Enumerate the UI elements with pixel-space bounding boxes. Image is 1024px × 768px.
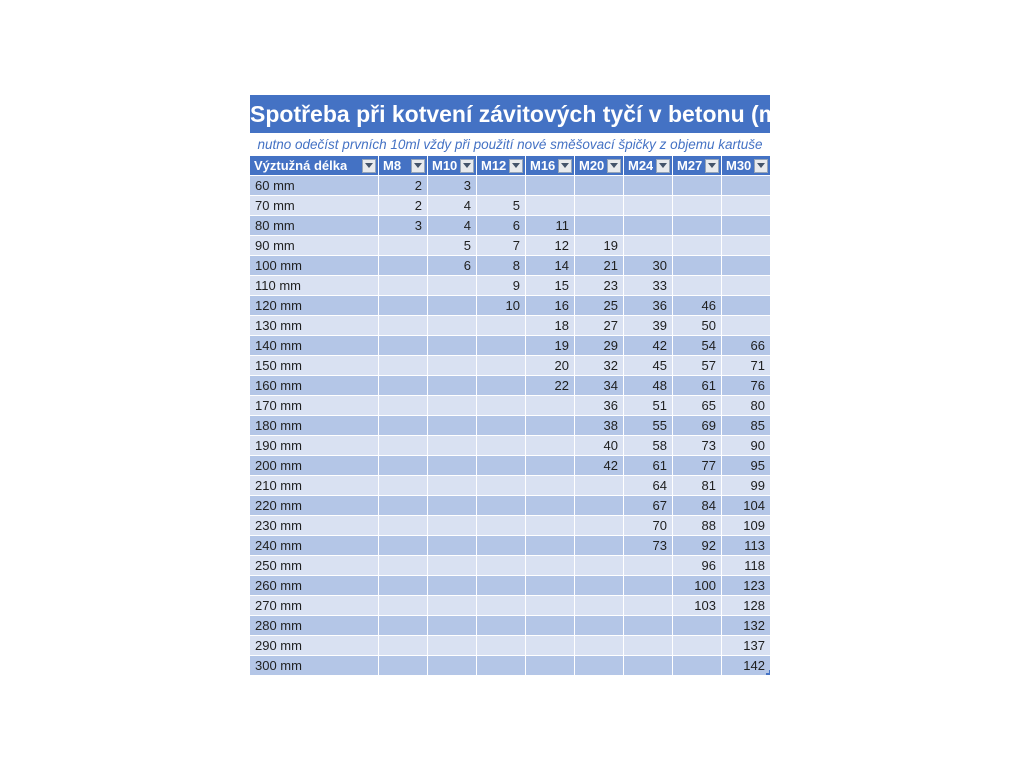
row-label-cell: 280 mm [250, 616, 378, 635]
value-cell [477, 596, 525, 615]
value-cell [526, 516, 574, 535]
value-cell: 123 [722, 576, 770, 595]
value-cell: 2 [379, 176, 427, 195]
value-cell [428, 616, 476, 635]
header-label: M27 [677, 158, 703, 173]
value-cell: 100 [673, 576, 721, 595]
header-cell-m8 [379, 156, 427, 175]
value-cell: 65 [673, 396, 721, 415]
chevron-down-icon [512, 163, 520, 168]
value-cell [575, 536, 623, 555]
value-cell [477, 356, 525, 375]
value-cell: 142 [722, 656, 770, 675]
value-cell [428, 636, 476, 655]
value-cell [575, 656, 623, 675]
value-cell: 19 [526, 336, 574, 355]
value-cell [575, 616, 623, 635]
value-cell [673, 176, 721, 195]
value-cell: 57 [673, 356, 721, 375]
value-cell [477, 536, 525, 555]
value-cell [477, 316, 525, 335]
value-cell [477, 496, 525, 515]
table-title: Spotřeba při kotvení závitových tyčí v betonu (ml) [250, 95, 770, 133]
value-cell [575, 556, 623, 575]
value-cell [624, 176, 672, 195]
value-cell [428, 296, 476, 315]
value-cell [526, 556, 574, 575]
value-cell [477, 616, 525, 635]
value-cell: 58 [624, 436, 672, 455]
value-cell [379, 376, 427, 395]
chevron-down-icon [414, 163, 422, 168]
value-cell [526, 596, 574, 615]
value-cell [477, 176, 525, 195]
value-cell: 39 [624, 316, 672, 335]
value-cell: 81 [673, 476, 721, 495]
header-cell-m24 [624, 156, 672, 175]
value-cell [575, 196, 623, 215]
value-cell [428, 356, 476, 375]
header-label: M8 [383, 158, 402, 173]
value-cell: 4 [428, 196, 476, 215]
value-cell [624, 196, 672, 215]
value-cell: 137 [722, 636, 770, 655]
row-label-cell: 150 mm [250, 356, 378, 375]
row-label-cell: 240 mm [250, 536, 378, 555]
value-cell [477, 516, 525, 535]
value-cell: 69 [673, 416, 721, 435]
value-cell [526, 396, 574, 415]
value-cell: 16 [526, 296, 574, 315]
value-cell [624, 616, 672, 635]
value-cell: 99 [722, 476, 770, 495]
value-cell [722, 176, 770, 195]
value-cell [477, 576, 525, 595]
value-cell [477, 436, 525, 455]
value-cell: 132 [722, 616, 770, 635]
row-label-cell: 100 mm [250, 256, 378, 275]
value-cell [379, 556, 427, 575]
value-cell: 42 [624, 336, 672, 355]
value-cell: 61 [624, 456, 672, 475]
value-cell [673, 256, 721, 275]
value-cell: 38 [575, 416, 623, 435]
filter-dropdown-button[interactable] [754, 159, 768, 173]
value-cell [526, 636, 574, 655]
value-cell [379, 316, 427, 335]
value-cell: 32 [575, 356, 623, 375]
filter-dropdown-button[interactable] [411, 159, 425, 173]
value-cell: 8 [477, 256, 525, 275]
value-cell: 36 [575, 396, 623, 415]
row-label-cell: 160 mm [250, 376, 378, 395]
value-cell [722, 236, 770, 255]
header-label: M24 [628, 158, 654, 173]
value-cell [428, 276, 476, 295]
value-cell: 18 [526, 316, 574, 335]
value-cell [722, 296, 770, 315]
value-cell: 25 [575, 296, 623, 315]
value-cell: 73 [624, 536, 672, 555]
chevron-down-icon [757, 163, 765, 168]
value-cell: 22 [526, 376, 574, 395]
value-cell: 5 [428, 236, 476, 255]
value-cell: 85 [722, 416, 770, 435]
header-cell-length [250, 156, 378, 175]
value-cell [428, 656, 476, 675]
value-cell [624, 216, 672, 235]
value-cell: 14 [526, 256, 574, 275]
value-cell: 61 [673, 376, 721, 395]
row-label-cell: 270 mm [250, 596, 378, 615]
value-cell [379, 636, 427, 655]
filter-dropdown-button[interactable] [656, 159, 670, 173]
value-cell: 5 [477, 196, 525, 215]
value-cell [526, 416, 574, 435]
value-cell: 70 [624, 516, 672, 535]
value-cell [722, 316, 770, 335]
value-cell [428, 416, 476, 435]
value-cell: 95 [722, 456, 770, 475]
row-label-cell: 250 mm [250, 556, 378, 575]
value-cell [526, 656, 574, 675]
row-label-cell: 90 mm [250, 236, 378, 255]
header-cell-m20 [575, 156, 623, 175]
value-cell [379, 236, 427, 255]
value-cell [722, 216, 770, 235]
value-cell [428, 516, 476, 535]
value-cell [428, 396, 476, 415]
value-cell [379, 336, 427, 355]
value-cell: 20 [526, 356, 574, 375]
value-cell [379, 616, 427, 635]
value-cell: 109 [722, 516, 770, 535]
value-cell [379, 476, 427, 495]
value-cell [624, 596, 672, 615]
value-cell [575, 516, 623, 535]
row-label-cell: 200 mm [250, 456, 378, 475]
value-cell [428, 576, 476, 595]
value-cell [428, 556, 476, 575]
value-cell [379, 516, 427, 535]
value-cell [673, 236, 721, 255]
value-cell: 128 [722, 596, 770, 615]
value-cell: 71 [722, 356, 770, 375]
chevron-down-icon [610, 163, 618, 168]
header-label: M20 [579, 158, 605, 173]
value-cell: 55 [624, 416, 672, 435]
table-subtitle: nutno odečíst prvních 10ml vždy při použití nové směšovací špičky z objemu kartuše [250, 133, 770, 156]
value-cell: 66 [722, 336, 770, 355]
value-cell: 76 [722, 376, 770, 395]
value-cell [722, 256, 770, 275]
value-cell [477, 476, 525, 495]
value-cell: 10 [477, 296, 525, 315]
value-cell [428, 456, 476, 475]
value-cell: 51 [624, 396, 672, 415]
value-cell: 21 [575, 256, 623, 275]
row-label-cell: 70 mm [250, 196, 378, 215]
row-label-cell: 170 mm [250, 396, 378, 415]
value-cell: 80 [722, 396, 770, 415]
value-cell [624, 556, 672, 575]
value-cell [379, 456, 427, 475]
value-cell [526, 576, 574, 595]
value-cell [575, 496, 623, 515]
value-cell [673, 196, 721, 215]
value-cell: 29 [575, 336, 623, 355]
value-cell [526, 496, 574, 515]
value-cell: 88 [673, 516, 721, 535]
value-cell: 67 [624, 496, 672, 515]
value-cell: 73 [673, 436, 721, 455]
row-label-cell: 220 mm [250, 496, 378, 515]
value-cell [379, 596, 427, 615]
value-cell: 90 [722, 436, 770, 455]
value-cell [673, 636, 721, 655]
value-cell [526, 196, 574, 215]
value-cell: 33 [624, 276, 672, 295]
chevron-down-icon [365, 163, 373, 168]
value-cell: 40 [575, 436, 623, 455]
value-cell: 84 [673, 496, 721, 515]
table-resize-handle[interactable] [766, 670, 770, 675]
value-cell: 104 [722, 496, 770, 515]
value-cell [428, 316, 476, 335]
row-label-cell: 140 mm [250, 336, 378, 355]
filter-dropdown-button[interactable] [362, 159, 376, 173]
filter-dropdown-button[interactable] [558, 159, 572, 173]
value-cell [624, 656, 672, 675]
spreadsheet-table [250, 95, 794, 675]
row-label-cell: 230 mm [250, 516, 378, 535]
value-cell: 9 [477, 276, 525, 295]
filter-dropdown-button[interactable] [705, 159, 719, 173]
value-cell: 6 [428, 256, 476, 275]
filter-dropdown-button[interactable] [460, 159, 474, 173]
header-cell-m10 [428, 156, 476, 175]
value-cell [428, 336, 476, 355]
value-cell [379, 436, 427, 455]
value-cell: 2 [379, 196, 427, 215]
value-cell [428, 376, 476, 395]
row-label-cell: 300 mm [250, 656, 378, 675]
value-cell: 118 [722, 556, 770, 575]
value-cell [379, 256, 427, 275]
value-cell: 30 [624, 256, 672, 275]
value-cell [624, 236, 672, 255]
value-cell [673, 276, 721, 295]
chevron-down-icon [463, 163, 471, 168]
value-cell [575, 636, 623, 655]
header-label: M10 [432, 158, 458, 173]
value-cell [379, 536, 427, 555]
value-cell: 77 [673, 456, 721, 475]
value-cell [428, 536, 476, 555]
value-cell: 36 [624, 296, 672, 315]
value-cell [379, 416, 427, 435]
value-cell: 113 [722, 536, 770, 555]
value-cell: 103 [673, 596, 721, 615]
chevron-down-icon [659, 163, 667, 168]
value-cell: 92 [673, 536, 721, 555]
value-cell [526, 616, 574, 635]
value-cell [624, 576, 672, 595]
value-cell [673, 216, 721, 235]
value-cell [379, 496, 427, 515]
value-cell: 15 [526, 276, 574, 295]
header-cell-m12 [477, 156, 525, 175]
row-label-cell: 80 mm [250, 216, 378, 235]
value-cell: 50 [673, 316, 721, 335]
value-cell [379, 656, 427, 675]
row-label-cell: 290 mm [250, 636, 378, 655]
value-cell: 11 [526, 216, 574, 235]
header-cell-m30 [722, 156, 770, 175]
header-cell-m27 [673, 156, 721, 175]
value-cell [428, 436, 476, 455]
value-cell: 54 [673, 336, 721, 355]
value-cell [379, 356, 427, 375]
value-cell [477, 656, 525, 675]
value-cell: 4 [428, 216, 476, 235]
value-cell [575, 216, 623, 235]
value-cell [477, 456, 525, 475]
value-cell [575, 176, 623, 195]
row-label-cell: 210 mm [250, 476, 378, 495]
value-cell [477, 416, 525, 435]
header-label: M16 [530, 158, 556, 173]
chevron-down-icon [561, 163, 569, 168]
value-cell [526, 536, 574, 555]
value-cell: 6 [477, 216, 525, 235]
value-cell [526, 436, 574, 455]
value-cell [526, 176, 574, 195]
value-cell: 12 [526, 236, 574, 255]
value-cell [477, 336, 525, 355]
value-cell: 27 [575, 316, 623, 335]
value-cell [575, 576, 623, 595]
value-cell: 3 [428, 176, 476, 195]
value-cell [575, 596, 623, 615]
header-cell-m16 [526, 156, 574, 175]
value-cell [477, 396, 525, 415]
value-cell [477, 556, 525, 575]
row-label-cell: 110 mm [250, 276, 378, 295]
value-cell [673, 656, 721, 675]
value-cell: 34 [575, 376, 623, 395]
row-label-cell: 260 mm [250, 576, 378, 595]
value-cell [477, 636, 525, 655]
row-label-cell: 180 mm [250, 416, 378, 435]
header-label: M12 [481, 158, 507, 173]
value-cell [379, 276, 427, 295]
value-cell: 96 [673, 556, 721, 575]
row-label-cell: 120 mm [250, 296, 378, 315]
header-label: Výztužná délka [254, 158, 348, 173]
row-label-cell: 60 mm [250, 176, 378, 195]
value-cell [673, 616, 721, 635]
header-label: M30 [726, 158, 752, 173]
value-cell [526, 476, 574, 495]
chevron-down-icon [708, 163, 716, 168]
value-cell [379, 396, 427, 415]
value-cell: 7 [477, 236, 525, 255]
value-cell [575, 476, 623, 495]
value-cell: 46 [673, 296, 721, 315]
value-cell [624, 636, 672, 655]
value-cell: 64 [624, 476, 672, 495]
value-cell: 45 [624, 356, 672, 375]
value-cell: 23 [575, 276, 623, 295]
value-cell [428, 476, 476, 495]
filter-dropdown-button[interactable] [607, 159, 621, 173]
value-cell [428, 496, 476, 515]
value-cell: 3 [379, 216, 427, 235]
data-grid [250, 156, 770, 675]
value-cell [526, 456, 574, 475]
value-cell [722, 276, 770, 295]
value-cell [722, 196, 770, 215]
value-cell: 19 [575, 236, 623, 255]
value-cell: 42 [575, 456, 623, 475]
value-cell: 48 [624, 376, 672, 395]
value-cell [379, 576, 427, 595]
row-label-cell: 130 mm [250, 316, 378, 335]
value-cell [379, 296, 427, 315]
filter-dropdown-button[interactable] [509, 159, 523, 173]
row-label-cell: 190 mm [250, 436, 378, 455]
value-cell [477, 376, 525, 395]
value-cell [428, 596, 476, 615]
